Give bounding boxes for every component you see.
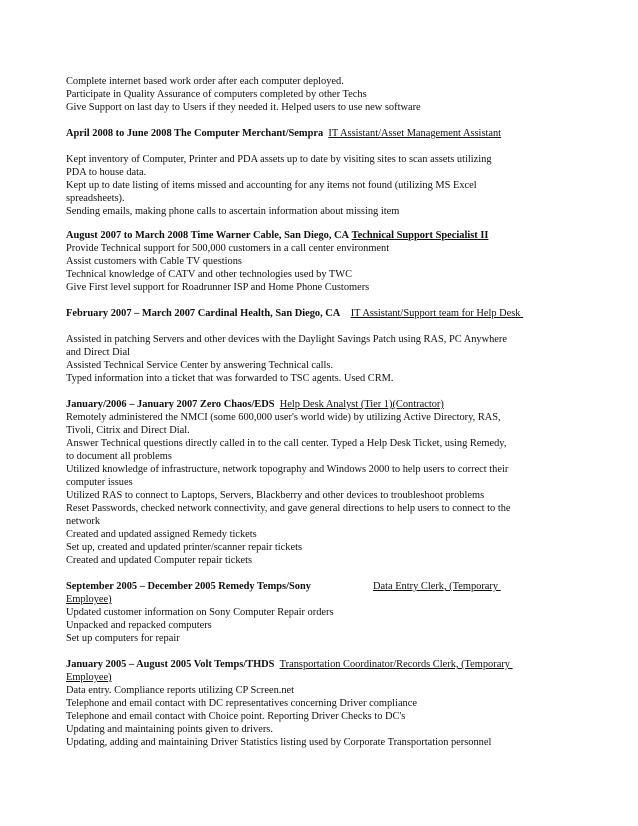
job-duty: Give First level support for Roadrunner ISP and Home Phone Customers bbox=[66, 282, 370, 293]
job-duty: Telephone and email contact with DC representatives concerning Driver compliance bbox=[66, 698, 417, 709]
job-duty: spreadsheets). bbox=[66, 193, 125, 204]
job-duty: network bbox=[66, 516, 101, 527]
job-duty: Updating and maintaining points given to drivers. bbox=[66, 724, 273, 735]
job-duty: Utilized knowledge of infrastructure, network topography and Windows 2000 to help users to correct their bbox=[66, 464, 509, 475]
job-duty: Remotely administered the NMCI (some 600,000 user's world wide) by utilizing Active Directory, RAS, bbox=[66, 412, 501, 423]
job-duty: Kept inventory of Computer, Printer and PDA assets up to date by visiting sites to scan assets utilizing bbox=[66, 154, 492, 165]
job-duty: Updating, adding and maintaining Driver Statistics listing used by Corporate Transportation personnel bbox=[66, 737, 492, 748]
job-title: Technical Support Specialist II bbox=[351, 230, 489, 241]
job-heading bbox=[66, 229, 488, 242]
job-duty: Created and updated Computer repair tickets bbox=[66, 555, 253, 566]
job-duty: Provide Technical support for 500,000 customers in a call center environment bbox=[66, 243, 390, 254]
intro-line: Complete internet based work order after each computer deployed. bbox=[66, 76, 344, 87]
job-dates-employer: January 2005 – August 2005 Volt Temps/THDS bbox=[66, 659, 275, 670]
job-heading bbox=[66, 398, 444, 411]
job-duty: PDA to house data. bbox=[66, 167, 147, 178]
job-duty: Set up, created and updated printer/scanner repair tickets bbox=[66, 542, 302, 553]
job-heading bbox=[66, 307, 523, 320]
job-title bbox=[373, 580, 501, 593]
job-duty: Created and updated assigned Remedy tickets bbox=[66, 529, 257, 540]
job-duty: Assisted Technical Service Center by answering Technical calls. bbox=[66, 360, 334, 371]
job-title-part: Employee) bbox=[66, 672, 112, 683]
job-duty: Utilized RAS to connect to Laptops, Servers, Blackberry and other devices to troubleshoot problems bbox=[66, 490, 485, 501]
intro-line: Participate in Quality Assurance of computers completed by other Techs bbox=[66, 89, 367, 100]
job-duty: Sending emails, making phone calls to ascertain information about missing item bbox=[66, 206, 400, 217]
job-title-continued bbox=[66, 593, 112, 606]
job-duty: Unpacked and repacked computers bbox=[66, 620, 212, 631]
job-title-part: Transportation Coordinator/Records Clerk, (Temporary bbox=[279, 659, 510, 670]
job-title: IT Assistant/Support team for Help Desk bbox=[350, 308, 521, 319]
job-title-part: Data Entry Clerk, (Temporary bbox=[373, 581, 499, 592]
job-title: IT Assistant/Asset Management Assistant bbox=[328, 128, 502, 139]
job-heading bbox=[66, 580, 311, 593]
job-duty: Data entry. Compliance reports utilizing CP Screen.net bbox=[66, 685, 295, 696]
job-dates-employer: April 2008 to June 2008 The Computer Merchant/Sempra bbox=[66, 128, 324, 139]
job-duty: Typed information into a ticket that was forwarded to TSC agents. Used CRM. bbox=[66, 373, 394, 384]
job-duty: computer issues bbox=[66, 477, 133, 488]
job-dates-employer: January/2006 – January 2007 Zero Chaos/EDS bbox=[66, 399, 275, 410]
job-duty: Assist customers with Cable TV questions bbox=[66, 256, 242, 267]
job-duty: Kept up to date listing of items missed and accounting for any items not found (utilizing MS Excel bbox=[66, 180, 477, 191]
job-title-part: Employee) bbox=[66, 594, 112, 605]
job-duty: Tivoli, Citrix and Direct Dial. bbox=[66, 425, 190, 436]
job-duty: and Direct Dial bbox=[66, 347, 131, 358]
job-dates-employer: September 2005 – December 2005 Remedy Temps/Sony bbox=[66, 581, 311, 592]
job-duty: to document all problems bbox=[66, 451, 172, 462]
job-duty: Answer Technical questions directly called in to the call center. Typed a Help Desk Ticket, using Remedy, bbox=[66, 438, 507, 449]
job-heading bbox=[66, 127, 501, 140]
intro-line: Give Support on last day to Users if they needed it. Helped users to use new software bbox=[66, 102, 421, 113]
job-duty: Reset Passwords, checked network connectivity, and gave general directions to help users to connect to the bbox=[66, 503, 511, 514]
job-duty: Assisted in patching Servers and other devices with the Daylight Savings Patch using RAS, PC Anywhere bbox=[66, 334, 507, 345]
job-title-continued bbox=[66, 671, 112, 684]
job-duty: Updated customer information on Sony Computer Repair orders bbox=[66, 607, 334, 618]
job-heading bbox=[66, 658, 513, 671]
job-duty: Set up computers for repair bbox=[66, 633, 180, 644]
job-dates-employer: August 2007 to March 2008 Time Warner Cable, San Diego, CA bbox=[66, 230, 350, 241]
job-duty: Telephone and email contact with Choice point. Reporting Driver Checks to DC's bbox=[66, 711, 406, 722]
job-title: Help Desk Analyst (Tier 1)(Contractor) bbox=[279, 399, 444, 410]
job-duty: Technical knowledge of CATV and other technologies used by TWC bbox=[66, 269, 353, 280]
job-dates-employer: February 2007 – March 2007 Cardinal Health, San Diego, CA bbox=[66, 308, 341, 319]
